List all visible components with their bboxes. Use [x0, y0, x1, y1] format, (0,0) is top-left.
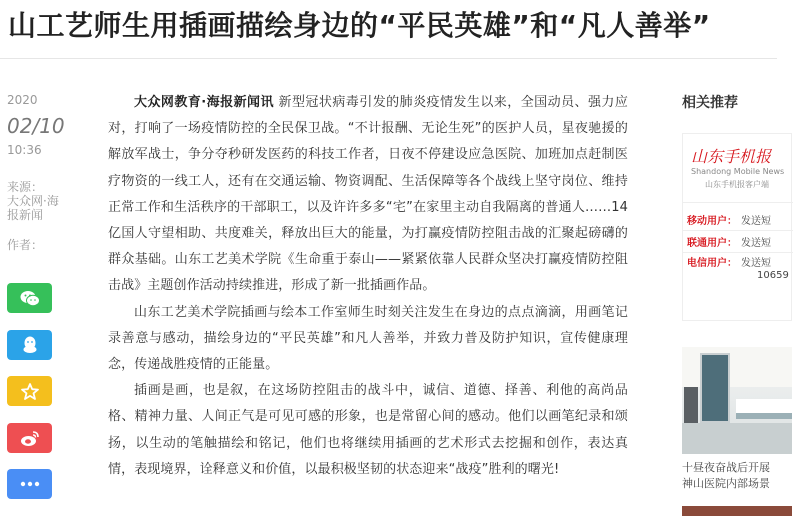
ad-number: [753, 270, 789, 281]
article-paragraph-1: [108, 90, 628, 300]
article-headline: 山工艺师生用插画描绘身边的“平民英雄”和“凡人善举”: [8, 9, 711, 42]
ad-row-value: 发送短: [741, 258, 771, 269]
header-divider: [0, 58, 777, 59]
photo-equipment: [684, 387, 698, 427]
photo-wall: [682, 347, 792, 387]
ad-subtitle: 山东手机报客户端: [705, 180, 769, 189]
wechat-icon: [20, 290, 40, 307]
publish-date: 02/10: [7, 114, 65, 138]
ad-brand-english: Shandong Mobile News: [691, 167, 785, 176]
star-icon: [21, 383, 39, 400]
weibo-icon: [20, 430, 40, 447]
qzone-share-button[interactable]: [7, 376, 52, 406]
qq-share-button[interactable]: [7, 330, 52, 360]
related-article-photo[interactable]: [682, 347, 792, 454]
article-lead: 大众网教育·海报新闻讯: [134, 95, 274, 110]
article-paragraph-2: 山东工艺美术学院插画与绘本工作室师生时刻关注发生在身边的点点滴滴，用画笔记录善意与感动，描绘身边的“平民英雄”和凡人善举，并致力普及防护知识，宣传健康理念，传递战胜疫情的正能量。: [108, 304, 628, 373]
article-paragraph-3: 插画是画，也是叙，在这场防控阻击的战斗中，诚信、道德、择善、利他的高尚品格、精神力量、人间正气是可见可感的形象，也是常留心间的感动。他们以画笔纪录和颂扬，以生动的笔触描绘和铭记，他们也将继续用插画的艺术形式去挖掘和创作，表达真情，表现境界，诠释意义和价值，以最积极坚韧的状态迎来“战疫”胜利的曙光!: [108, 383, 628, 477]
ad-row-value: 发送短: [741, 238, 771, 249]
photo-bed: [736, 399, 792, 419]
ad-divider: [683, 230, 793, 231]
publish-time: 10:36: [7, 143, 42, 157]
ad-number-value: 10659: [757, 270, 789, 281]
qq-icon: [22, 336, 38, 355]
ad-row-label: 移动用户：: [687, 216, 737, 227]
ad-row-telecom: [687, 254, 771, 269]
ad-row-label: 联通用户：: [687, 238, 737, 249]
related-article-thumbnail-2[interactable]: [682, 506, 792, 516]
ad-row-mobile: [687, 212, 771, 227]
ad-row-unicom: [687, 234, 771, 249]
mobile-news-ad[interactable]: [682, 133, 792, 321]
source-value: 大众网·海报新闻: [7, 194, 59, 222]
photo-door: [700, 353, 730, 423]
publish-year: 2020: [7, 93, 38, 107]
ad-row-label: 电信用户：: [687, 258, 737, 269]
article-body: [108, 90, 628, 483]
source-label: 来源：: [7, 180, 44, 194]
weibo-share-button[interactable]: [7, 423, 52, 453]
related-article-caption[interactable]: [682, 460, 792, 492]
ad-divider: [683, 202, 793, 203]
more-dots-icon: [20, 481, 40, 487]
related-title: 相关推荐: [682, 95, 738, 111]
related-sidebar: [682, 93, 782, 113]
more-share-button[interactable]: [7, 469, 52, 499]
ad-brand: 山东手机报: [691, 147, 772, 166]
article-paragraph-1-text: 新型冠状病毒引发的肺炎疫情发生以来，全国动员、强力应对，打响了一场疫情防控的全民保卫战。“不计报酬、无论生死”的医护人员，星夜驰援的解放军战士，争分夺秒研发医药的科技工作者，日夜不停建设应急医院、加班加点赶制医疗物资的一线工人，还有在交通运输、物资调配、生活保障等各个战线上坚守岗位、维持正常工作和生活秩序的干部职工，以及许许多多“宅”在家里主动自我隔离的普通人……14亿国人守望相助、共度难关，释放出巨大的能量，为打赢疫情防控阻击战的汇聚起磅礴的群众基础。山东工艺美术学院《生命重于泰山——紧紧依靠人民群众坚决打赢疫情防控阻击战》主题创作活动持续推进，形成了新一批插画作品。: [108, 95, 628, 294]
wechat-share-button[interactable]: [7, 283, 52, 313]
photo-floor: [682, 423, 792, 454]
caption-line-2: 神山医院内部场景: [682, 477, 770, 490]
ad-divider: [683, 252, 793, 253]
caption-line-1: 十昼夜奋战后开展: [682, 461, 770, 474]
author-label: 作者：: [7, 238, 44, 252]
ad-row-value: 发送短: [741, 216, 771, 227]
article-meta: [7, 92, 77, 252]
